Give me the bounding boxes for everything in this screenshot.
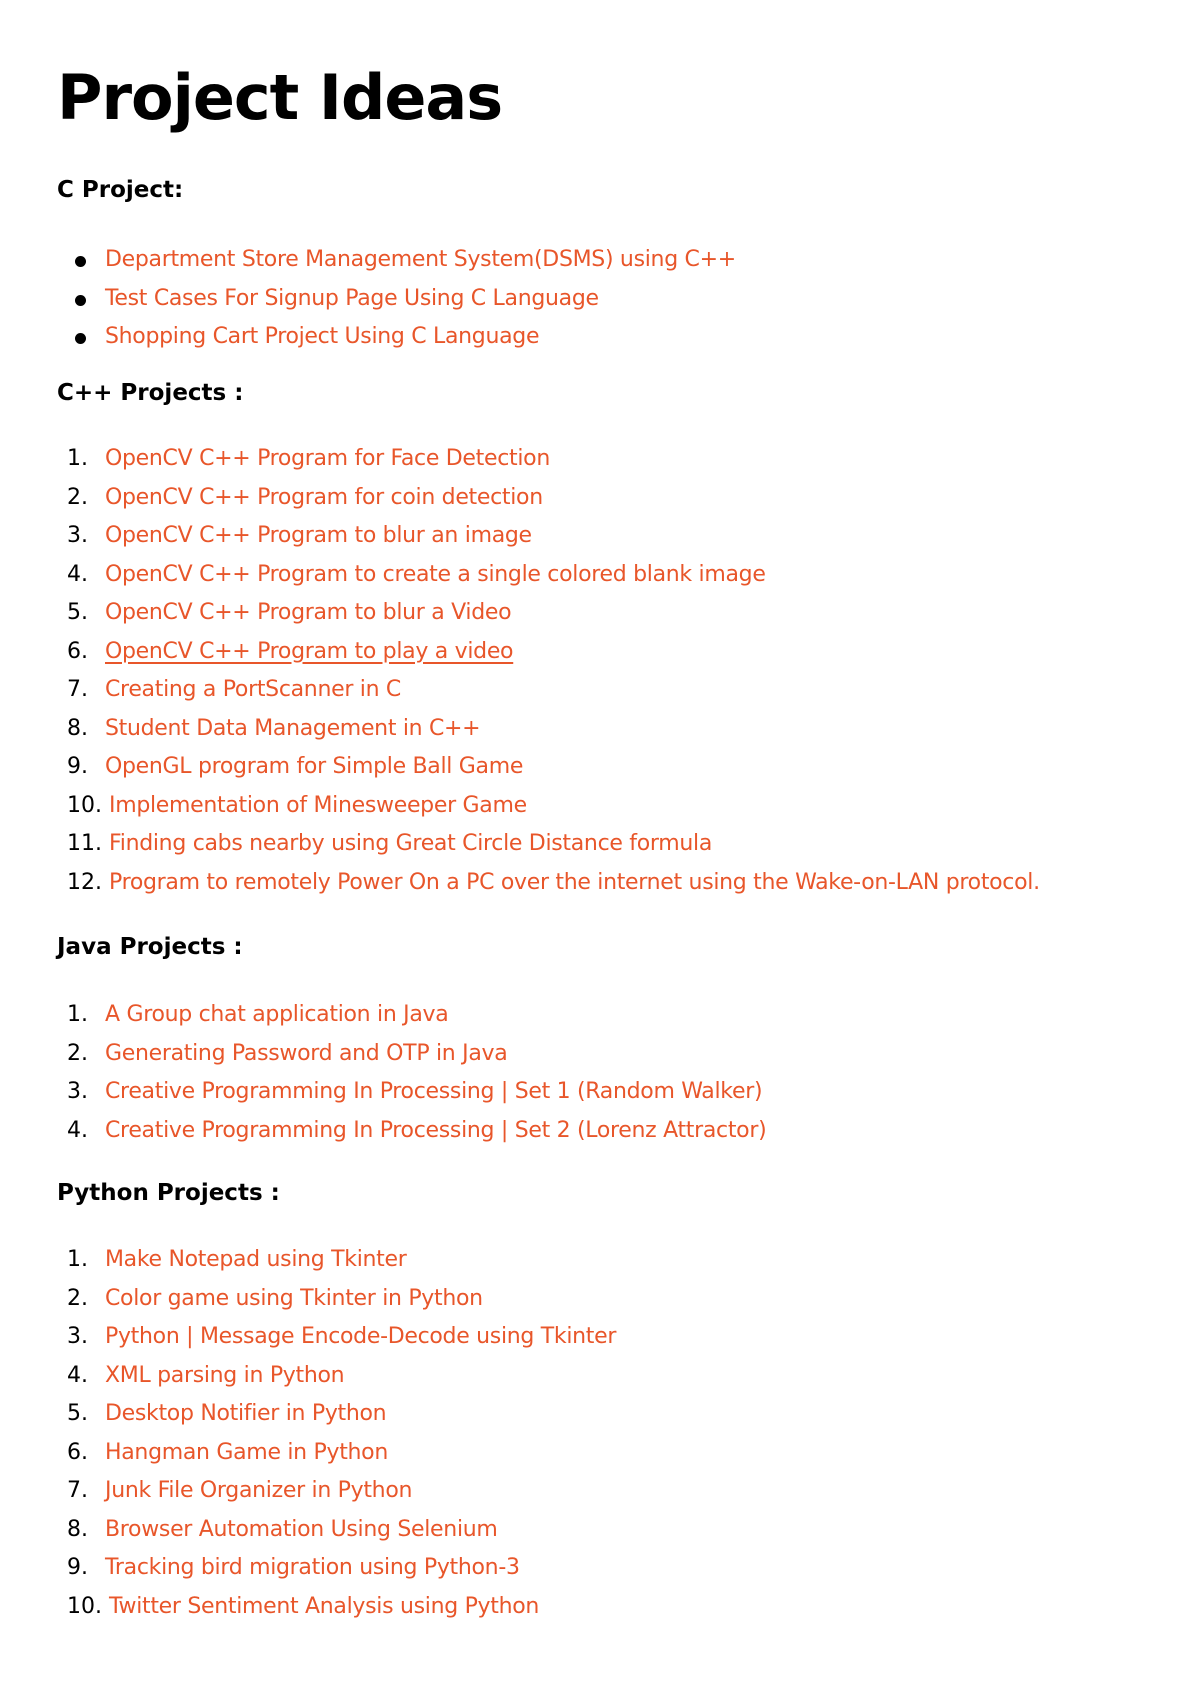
- list-number: 7.: [67, 677, 88, 702]
- list-number: 5.: [67, 600, 88, 625]
- list-number: 10.: [67, 1593, 102, 1619]
- section-heading-cpp: C++ Projects :: [57, 380, 244, 406]
- project-link[interactable]: Python | Message Encode-Decode using Tkinter: [105, 1324, 617, 1349]
- list-number: 12.: [67, 869, 102, 895]
- project-link[interactable]: Creative Programming In Processing | Set 1 (Random Walker): [105, 1079, 763, 1104]
- project-link[interactable]: Student Data Management in C++: [105, 715, 481, 741]
- project-link[interactable]: OpenCV C++ Program for Face Detection: [105, 446, 550, 471]
- project-link[interactable]: Browser Automation Using Selenium: [105, 1516, 498, 1542]
- list-number: 1.: [67, 446, 88, 471]
- list-number: 9.: [67, 1555, 88, 1580]
- project-link[interactable]: Junk File Organizer in Python: [105, 1478, 413, 1503]
- list-number: 7.: [67, 1478, 88, 1503]
- list-number: 10.: [67, 792, 102, 818]
- project-link[interactable]: XML parsing in Python: [105, 1362, 345, 1388]
- list-number: 2.: [67, 1285, 88, 1311]
- project-link[interactable]: Creative Programming In Processing | Set 2 (Lorenz Attractor): [105, 1117, 767, 1143]
- project-link[interactable]: Hangman Game in Python: [105, 1439, 388, 1465]
- section-heading-python: Python Projects :: [57, 1180, 280, 1206]
- project-link[interactable]: Finding cabs nearby using Great Circle Distance formula: [109, 831, 713, 856]
- bullet-icon: [75, 256, 86, 267]
- bullet-icon: [75, 333, 86, 344]
- list-number: 9.: [67, 754, 88, 779]
- project-link[interactable]: OpenCV C++ Program to play a video: [105, 638, 514, 664]
- project-link[interactable]: Tracking bird migration using Python-3: [105, 1555, 520, 1580]
- list-number: 3.: [67, 1324, 88, 1349]
- project-link[interactable]: OpenCV C++ Program for coin detection: [105, 484, 543, 510]
- project-link[interactable]: OpenGL program for Simple Ball Game: [105, 754, 524, 779]
- project-link[interactable]: Twitter Sentiment Analysis using Python: [109, 1593, 540, 1619]
- bullet-icon: [75, 295, 86, 306]
- list-number: 2.: [67, 1040, 88, 1066]
- project-link[interactable]: OpenCV C++ Program to blur an image: [105, 523, 532, 548]
- project-link[interactable]: Generating Password and OTP in Java: [105, 1040, 508, 1066]
- list-number: 4.: [67, 561, 88, 587]
- project-link[interactable]: Desktop Notifier in Python: [105, 1401, 387, 1426]
- list-number: 5.: [67, 1401, 88, 1426]
- list-number: 1.: [67, 1247, 88, 1272]
- list-number: 4.: [67, 1117, 88, 1143]
- list-number: 6.: [67, 1439, 88, 1465]
- project-link[interactable]: Color game using Tkinter in Python: [105, 1285, 483, 1311]
- page-title: Project Ideas: [57, 61, 503, 134]
- list-number: 4.: [67, 1362, 88, 1388]
- section-heading-c: C Project:: [57, 177, 184, 203]
- project-link[interactable]: Shopping Cart Project Using C Language: [105, 324, 540, 349]
- project-link[interactable]: Department Store Management System(DSMS) using C++: [105, 247, 736, 272]
- project-link[interactable]: A Group chat application in Java: [105, 1002, 449, 1027]
- project-link[interactable]: Make Notepad using Tkinter: [105, 1247, 407, 1272]
- project-link[interactable]: Test Cases For Signup Page Using C Language: [105, 285, 599, 311]
- project-link[interactable]: Creating a PortScanner in C: [105, 677, 401, 702]
- section-heading-java: Java Projects :: [57, 934, 243, 960]
- project-link[interactable]: OpenCV C++ Program to create a single colored blank image: [105, 561, 766, 587]
- project-link[interactable]: OpenCV C++ Program to blur a Video: [105, 600, 512, 625]
- list-number: 3.: [67, 523, 88, 548]
- list-number: 6.: [67, 638, 88, 664]
- list-number: 2.: [67, 484, 88, 510]
- list-number: 11.: [67, 831, 102, 856]
- project-link[interactable]: Implementation of Minesweeper Game: [109, 792, 527, 818]
- list-number: 1.: [67, 1002, 88, 1027]
- list-number: 8.: [67, 1516, 88, 1542]
- project-link[interactable]: Program to remotely Power On a PC over the internet using the Wake-on-LAN protocol.: [109, 869, 1040, 895]
- list-number: 3.: [67, 1079, 88, 1104]
- list-number: 8.: [67, 715, 88, 741]
